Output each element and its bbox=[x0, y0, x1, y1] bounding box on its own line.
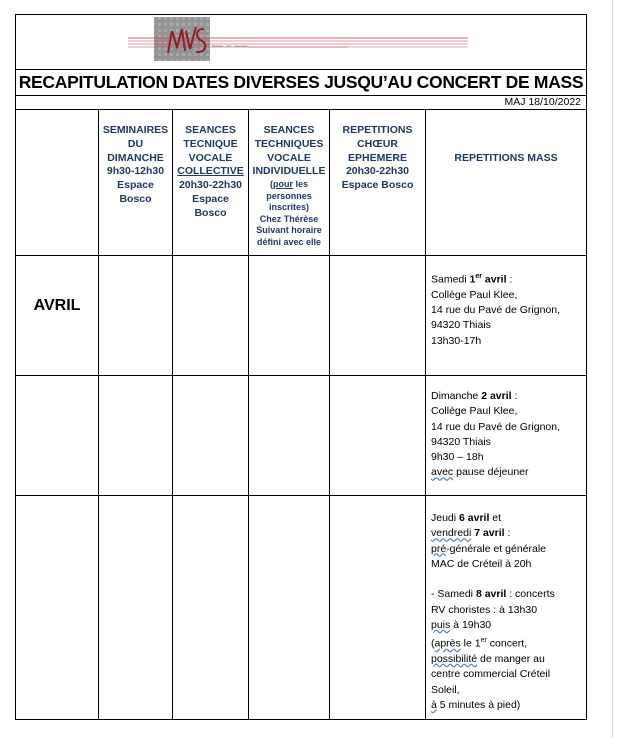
header-repetitions-choeur: REPETITIONS CHŒUR EPHEMERE 20h30-22h30 Espace Bosco bbox=[341, 124, 414, 192]
header-collective: SEANCES TECNIQUE VOCALE COLLECTIVE 20h30-22h30 Espace Bosco bbox=[177, 124, 244, 219]
logo-graphic bbox=[128, 17, 468, 61]
svg-text:Musique · Voix · Spectacle: Musique · Voix · Spectacle bbox=[212, 44, 248, 48]
maj-date: MAJ 18/10/2022 bbox=[504, 96, 581, 108]
page-title: RECAPITULATION DATES DIVERSES JUSQU’AU CONCERT DE MASS bbox=[18, 72, 584, 92]
rehearsal-cell-1: Samedi 1er avril : Collège Paul Klee, 14 rue du Pavé de Grignon, 94320 Thiais 13h30-17h bbox=[431, 273, 561, 347]
rehearsal-cell-3: Jeudi 6 avril et vendredi 7 avril : pré-générale et générale MAC de Créteil à 20h - Samedi 8 avril : concerts RV choristes : à 13h30 puis à 19h30 (après le 1er concert, possibilité de manger au centre commercial Créteil Soleil, à 5 minutes à pied) bbox=[431, 512, 555, 712]
logo bbox=[128, 17, 468, 61]
header-repetitions-mass: REPETITIONS MASS bbox=[454, 152, 558, 164]
header-seminaires: SEMINAIRES DU DIMANCHE 9h30-12h30 Espace Bosco bbox=[102, 124, 169, 205]
month-label: AVRIL bbox=[33, 297, 81, 314]
header-individuelle: SEANCES TECHNIQUES VOCALE INDIVIDUELLE (pour les personnes inscrites) Chez Thérèse Suivant horaire défini avec elle bbox=[252, 124, 326, 247]
rehearsal-cell-2: Dimanche 2 avril : Collège Paul Klee, 14 rue du Pavé de Grignon, 94320 Thiais 9h30 – 18h avec pause déjeuner bbox=[431, 390, 561, 479]
